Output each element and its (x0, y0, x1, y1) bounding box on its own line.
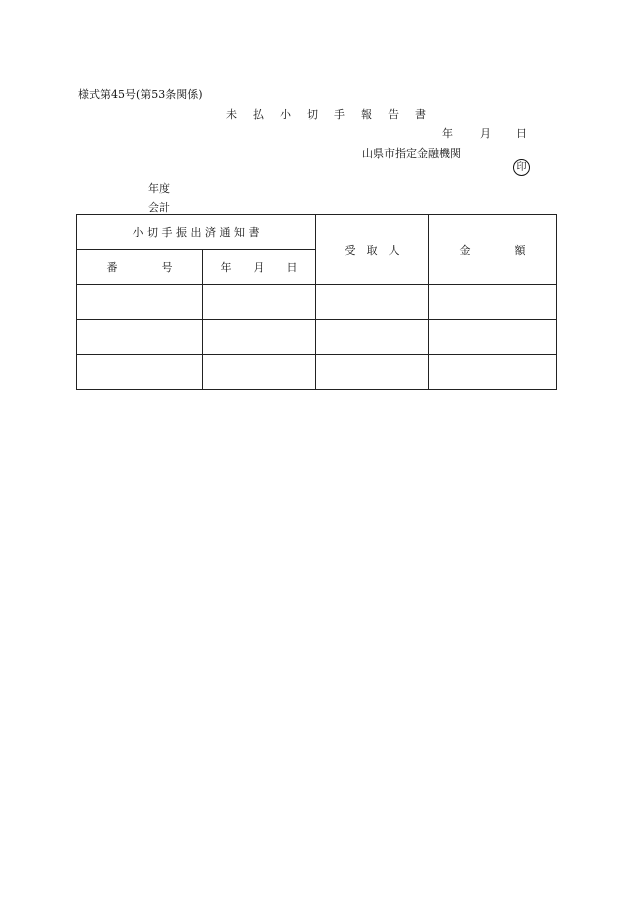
table-cell (429, 320, 557, 355)
table-row (77, 355, 557, 390)
title-char: 書 (415, 108, 426, 121)
table-row (77, 285, 557, 320)
document-title (226, 106, 426, 122)
title-char: 切 (307, 108, 318, 121)
table-cell (429, 355, 557, 390)
date-year-label: 年 (442, 127, 453, 140)
table-cell (316, 355, 429, 390)
institution-name: 山県市指定金融機関 (362, 147, 461, 160)
date-header: 年 月 日 (203, 250, 316, 285)
date-month-label: 月 (480, 127, 491, 140)
notice-group-header: 小 切 手 振 出 済 通 知 書 (77, 215, 316, 250)
amount-header: 金 額 (429, 215, 557, 285)
recipient-header: 受 取 人 (316, 215, 429, 285)
form-number: 様式第45号(第53条関係) (78, 88, 203, 101)
table-row (77, 320, 557, 355)
table-cell (203, 355, 316, 390)
date-day-label: 日 (516, 127, 527, 140)
table-cell (203, 320, 316, 355)
date-line (442, 125, 527, 141)
seal-mark: 印 (513, 159, 530, 176)
title-char: 告 (388, 108, 399, 121)
title-char: 未 (226, 108, 237, 121)
table-cell (316, 320, 429, 355)
fiscal-year-label: 年度 (148, 182, 170, 195)
table-cell (77, 355, 203, 390)
title-char: 小 (280, 108, 291, 121)
number-header: 番 号 (77, 250, 203, 285)
report-table (76, 214, 557, 390)
table-cell (77, 285, 203, 320)
title-char: 報 (361, 108, 372, 121)
account-label: 会計 (148, 201, 170, 214)
table-cell (429, 285, 557, 320)
title-char: 手 (334, 108, 345, 121)
table-cell (203, 285, 316, 320)
table-cell (77, 320, 203, 355)
title-char: 払 (253, 108, 264, 121)
table-cell (316, 285, 429, 320)
